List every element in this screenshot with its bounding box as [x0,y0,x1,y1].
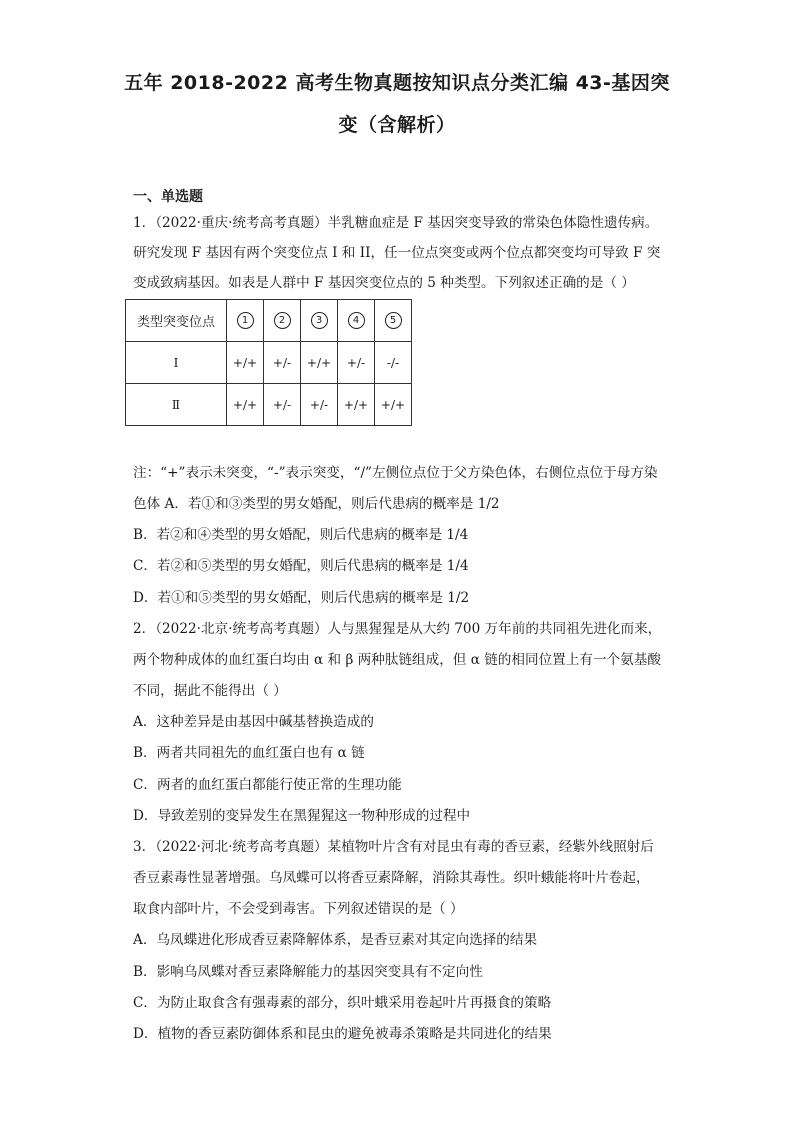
table-cell: +/- [264,384,301,426]
q1-option-d: D．若①和⑤类型的男女婚配，则后代患病的概率是 1/2 [133,590,470,606]
q2-line-2: 两个物种成体的血红蛋白均由 α 和 β 两种肽链组成，但 α 链的相同位置上有一个氨基酸 [133,652,661,668]
q2-line-3: 不同，据此不能得出（ ） [133,683,287,699]
row-label: Ⅱ [126,384,227,426]
table-cell: -/- [375,342,412,384]
table-cell: +/- [264,342,301,384]
section-heading: 一、单选题 [133,189,203,205]
table-cell: +/- [338,342,375,384]
q2-option-c: C．两者的血红蛋白都能行使正常的生理功能 [133,777,402,793]
q2-option-b: B．两者共同祖先的血红蛋白也有 α 链 [133,745,365,761]
table-col-5 [375,300,412,342]
mutation-type-table [125,299,412,426]
q3-line-2: 香豆素毒性显著增强。乌凤蝶可以将香豆素降解，消除其毒性。织叶蛾能将叶片卷起， [133,870,650,886]
q2-line-1: 2．（2022·北京·统考高考真题）人与黑猩猩是从大约 700 万年前的共同祖先进化而来， [133,621,662,637]
circled-number-2: 2 [274,312,291,329]
q1-line-2: 研究发现 F 基因有两个突变位点 I 和 II，任一位点突变或两个位点都突变均可导致 F 突 [133,245,661,261]
table-col-1 [227,300,264,342]
table-cell: +/+ [227,342,264,384]
q3-option-b: B．影响乌凤蝶对香豆素降解能力的基因突变具有不定向性 [133,964,483,980]
q1-option-c: C．若②和⑤类型的男女婚配，则后代患病的概率是 1/4 [133,558,469,574]
q1-note-line-1: 注：“+”表示未突变，“-”表示突变，“/”左侧位点位于父方染色体，右侧位点位于母方染 [133,465,658,481]
table-col-2 [264,300,301,342]
q3-option-c: C．为防止取食含有强毒素的部分，织叶蛾采用卷起叶片再摄食的策略 [133,995,552,1011]
q1-line-1: 1．（2022·重庆·统考高考真题）半乳糖血症是 F 基因突变导致的常染色体隐性遗传病。 [133,215,659,231]
q3-line-3: 取食内部叶片，不会受到毒害。下列叙述错误的是（ ） [133,901,464,917]
table-header-cell: 类型突变位点 [126,300,227,342]
q1-line-3: 变成致病基因。如表是人群中 F 基因突变位点的 5 种类型。下列叙述正确的是（ ） [133,275,635,291]
table-col-4 [338,300,375,342]
doc-title-line-1: 五年 2018-2022 高考生物真题按知识点分类汇编 43-基因突 [124,72,670,94]
circled-number-3: 3 [311,312,328,329]
q2-option-a: A．这种差异是由基因中碱基替换造成的 [133,714,374,730]
q1-option-b: B．若②和④类型的男女婚配，则后代患病的概率是 1/4 [133,527,469,543]
table-cell: +/+ [227,384,264,426]
q3-option-a: A．乌凤蝶进化形成香豆素降解体系，是香豆素对其定向选择的结果 [133,932,538,948]
table-row [126,342,412,384]
row-label: I [126,342,227,384]
table-row [126,384,412,426]
q1-note-line-2: 色体 A．若①和③类型的男女婚配，则后代患病的概率是 1/2 [133,496,500,512]
table-cell: +/+ [375,384,412,426]
table-col-3 [301,300,338,342]
table-cell: +/+ [338,384,375,426]
q2-option-d: D．导致差别的变异发生在黑猩猩这一物种形成的过程中 [133,808,471,824]
table-cell: +/- [301,384,338,426]
circled-number-5: 5 [385,312,402,329]
q3-line-1: 3．（2022·河北·统考高考真题）某植物叶片含有对昆虫有毒的香豆素，经紫外线照射后 [133,839,654,855]
circled-number-4: 4 [348,312,365,329]
circled-number-1: 1 [237,312,254,329]
doc-title-line-2: 变（含解析） [338,114,456,136]
table-cell: +/+ [301,342,338,384]
q3-option-d: D．植物的香豆素防御体系和昆虫的避免被毒杀策略是共同进化的结果 [133,1026,552,1042]
